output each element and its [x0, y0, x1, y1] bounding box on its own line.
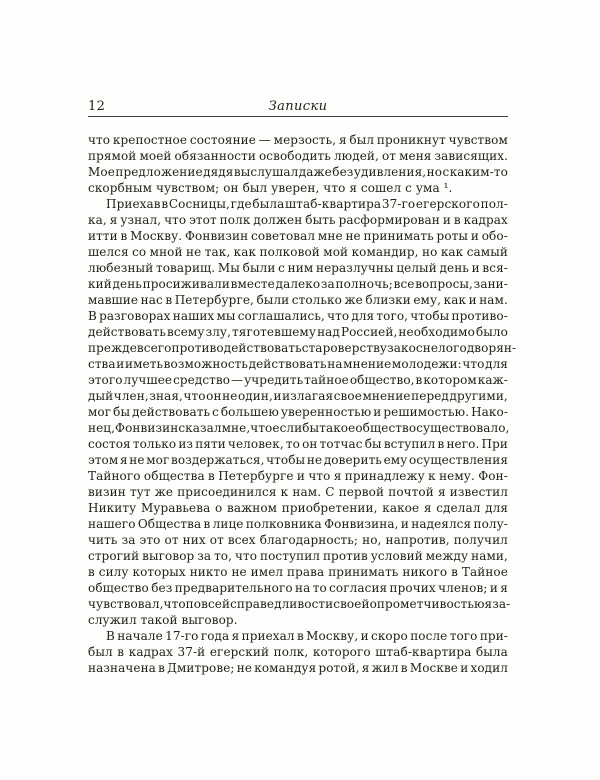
page-number: 12	[88, 99, 106, 114]
paragraph	[88, 132, 508, 196]
paragraph	[88, 628, 508, 676]
text-line: Никиту Муравьева о важном приобретении, какое я сделал для	[88, 501, 508, 515]
text-line: Тайного общества в Петербурге и что я принадлежу к нему. Фон-	[88, 469, 508, 483]
text-line: дый член, зная, что он не один, и излагая свое мнение перед другими,	[88, 389, 508, 403]
running-head	[88, 100, 508, 114]
text-line: прямой моей обязанности освободить людей, от меня зависящих.	[88, 149, 508, 163]
text-line: что крепостное состояние — мерзость, я был проникнут чувством	[88, 133, 508, 147]
text-line: мог бы действовать с большею уверенностью и решимостью. Нако-	[88, 405, 508, 419]
text-line: шелся со мной не так, как полковой мой командир, но как самый	[88, 245, 508, 259]
text-block	[88, 132, 517, 676]
text-line: строгий выговор за то, что поступил против условий между нами,	[88, 549, 508, 563]
text-line: в силу которых никто не имел права принимать никого в Тайное	[88, 565, 508, 579]
text-line: служил такой выговор.	[88, 613, 238, 627]
text-line: этого лучшее средство — учредить тайное общество, в котором каж-	[88, 373, 508, 387]
text-line: чить за это от них от всех благодарность; но, напротив, получил	[88, 533, 508, 547]
text-line: действовать всему злу, тяготевшему над Россией, необходимо было	[88, 325, 508, 339]
paragraph	[88, 196, 517, 628]
text-line: этом я не мог воздержаться, чтобы не доверить ему осуществления	[88, 453, 508, 467]
running-title: Записки	[268, 99, 328, 114]
text-line: В разговорах наших мы соглашались, что для того, чтобы противо-	[88, 309, 508, 323]
text-line: кий день просиживали вместе далеко за полночь; все вопросы, зани-	[88, 277, 508, 291]
text-line: Мое предложение дядя выслушал даже без удивления, но с каким-то	[88, 165, 508, 179]
text-line: В начале 17-го года я приехал в Москву, и скоро после того при-	[106, 629, 508, 643]
text-line: состоя только из пяти человек, то он тотчас бы вступил в него. При	[88, 437, 508, 451]
text-line: мавшие нас в Петербурге, были столько же близки ему, как и нам.	[88, 293, 508, 307]
header-rule	[88, 116, 508, 117]
text-line: любезный товарищ. Мы были с ним неразлучны целый день и вся-	[88, 261, 508, 275]
text-line: был в кадрах 37-й егерский полк, которого штаб-квартира была	[88, 645, 508, 659]
text-line: чувствовал, что по всей справедливости своей опрометчивостью я за-	[88, 597, 511, 611]
text-line: нашего Общества в лице полковника Фонвизина, и надеялся полу-	[88, 517, 508, 531]
text-line: Приехав в Сосницы, где была штаб-квартира 37-го егерского пол-	[106, 197, 508, 211]
text-line: ства и иметь возможность действовать на мнение молодежи: что для	[88, 357, 508, 371]
text-line: итти в Москву. Фонвизин советовал мне не принимать роты и обо-	[88, 229, 508, 243]
text-line: скорбным чувством; он был уверен, что я сошел с ума ¹.	[88, 181, 453, 195]
text-line: нец, Фонвизин сказал мне, что если бы такое общество существовало,	[88, 421, 510, 435]
text-line: визин тут же присоединился к нам. С первой почтой я известил	[88, 485, 508, 499]
text-line: общество без предварительного на то согласия прочих членов; и я	[88, 581, 508, 595]
text-line: ка, я узнал, что этот полк должен быть расформирован и в кадрах	[88, 213, 508, 227]
text-line: прежде всего противодействовать староверству закоснелого дворян-	[88, 341, 517, 355]
text-line: назначена в Дмитрове; не командуя ротой, я жил в Москве и ходил	[88, 661, 508, 675]
